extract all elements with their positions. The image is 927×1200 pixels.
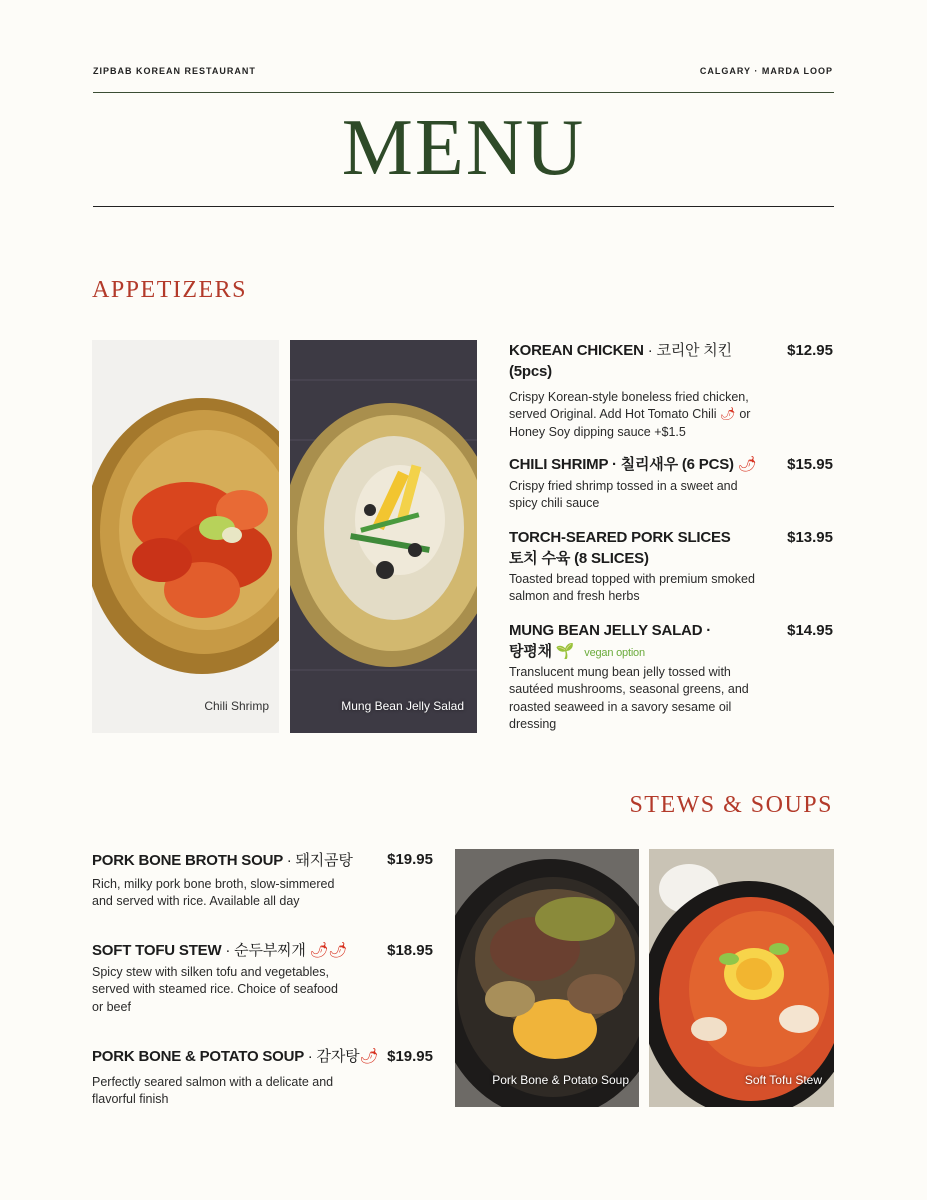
photo-pork-bone-potato-soup xyxy=(455,849,639,1107)
photo-chili-shrimp xyxy=(92,340,279,733)
item-name-pork-bone-broth-soup: PORK BONE BROTH SOUP · 돼지곰탕 xyxy=(92,852,353,869)
item-desc: Crispy fried shrimp tossed in a sweet and spicy chili sauce xyxy=(509,479,738,511)
photo-mung-bean-jelly-salad xyxy=(290,340,477,733)
header-divider-bottom xyxy=(93,206,834,207)
item-name-torch-seared-pork: TORCH-SEARED PORK SLICES 토치 수육 (8 SLICES) xyxy=(509,529,731,567)
item-name-chili-shrimp: CHILI SHRIMP · 칠리새우 (6 PCS) 🌶 xyxy=(509,456,757,473)
item-desc: Toasted bread topped with premium smoked salmon and fresh herbs xyxy=(509,572,755,604)
item-price: $19.95 xyxy=(387,1048,433,1065)
item-price: $12.95 xyxy=(787,342,833,359)
chili-pepper-icon: 🌶 xyxy=(359,1048,379,1065)
photo-caption: Pork Bone & Potato Soup xyxy=(492,1073,629,1087)
item-desc: Crispy Korean-style boneless fried chicken, served Original. Add Hot Tomato Chili 🌶 or Honey Soy dipping sauce +$1.5 xyxy=(509,390,751,439)
photo-soft-tofu-stew xyxy=(649,849,834,1107)
page-title: MENU xyxy=(341,104,586,192)
photo-caption: Soft Tofu Stew xyxy=(744,1073,822,1087)
item-name-korean-chicken: KOREAN CHICKEN · 코리안 치킨 (5pcs) xyxy=(509,342,732,380)
photo-caption: Mung Bean Jelly Salad xyxy=(341,699,464,713)
item-desc: Spicy stew with silken tofu and vegetables, served with steamed rice. Choice of seafood or beef xyxy=(92,965,338,1014)
vegan-option-note: vegan option xyxy=(584,647,645,659)
sprout-icon: 🌱 xyxy=(555,643,575,660)
section-title-appetizers: APPETIZERS xyxy=(92,277,248,303)
item-price: $13.95 xyxy=(787,529,833,546)
section-title-stews-soups: STEWS & SOUPS xyxy=(629,792,833,818)
item-price: $18.95 xyxy=(387,942,433,959)
item-desc: Rich, milky pork bone broth, slow-simmered and served with rice. Available all day xyxy=(92,877,335,909)
chili-pepper-icon: 🌶 xyxy=(737,456,757,473)
item-price: $14.95 xyxy=(787,622,833,639)
photo-caption: Chili Shrimp xyxy=(204,699,269,713)
item-name-pork-bone-potato-soup: PORK BONE & POTATO SOUP · 감자탕🌶 xyxy=(92,1048,379,1065)
item-desc: Translucent mung bean jelly tossed with sautéed mushrooms, seasonal greens, and roasted seaweed in a savory sesame oil dressing xyxy=(509,665,749,731)
restaurant-location: CALGARY · MARDA LOOP xyxy=(699,66,833,76)
chili-pepper-icon: 🌶 xyxy=(720,407,736,422)
item-name-mung-bean-jelly-salad: MUNG BEAN JELLY SALAD · 탕평채 🌱 vegan option xyxy=(509,622,712,660)
item-desc: Perfectly seared salmon with a delicate and flavorful finish xyxy=(92,1075,334,1107)
chili-pepper-icon: 🌶🌶 xyxy=(309,942,348,959)
item-price: $15.95 xyxy=(787,456,833,473)
item-price: $19.95 xyxy=(387,851,433,868)
restaurant-name: ZIPBAB KOREAN RESTAURANT xyxy=(93,66,256,76)
header-divider-top xyxy=(93,92,834,93)
item-name-soft-tofu-stew: SOFT TOFU STEW · 순두부찌개 🌶🌶 xyxy=(92,942,348,959)
